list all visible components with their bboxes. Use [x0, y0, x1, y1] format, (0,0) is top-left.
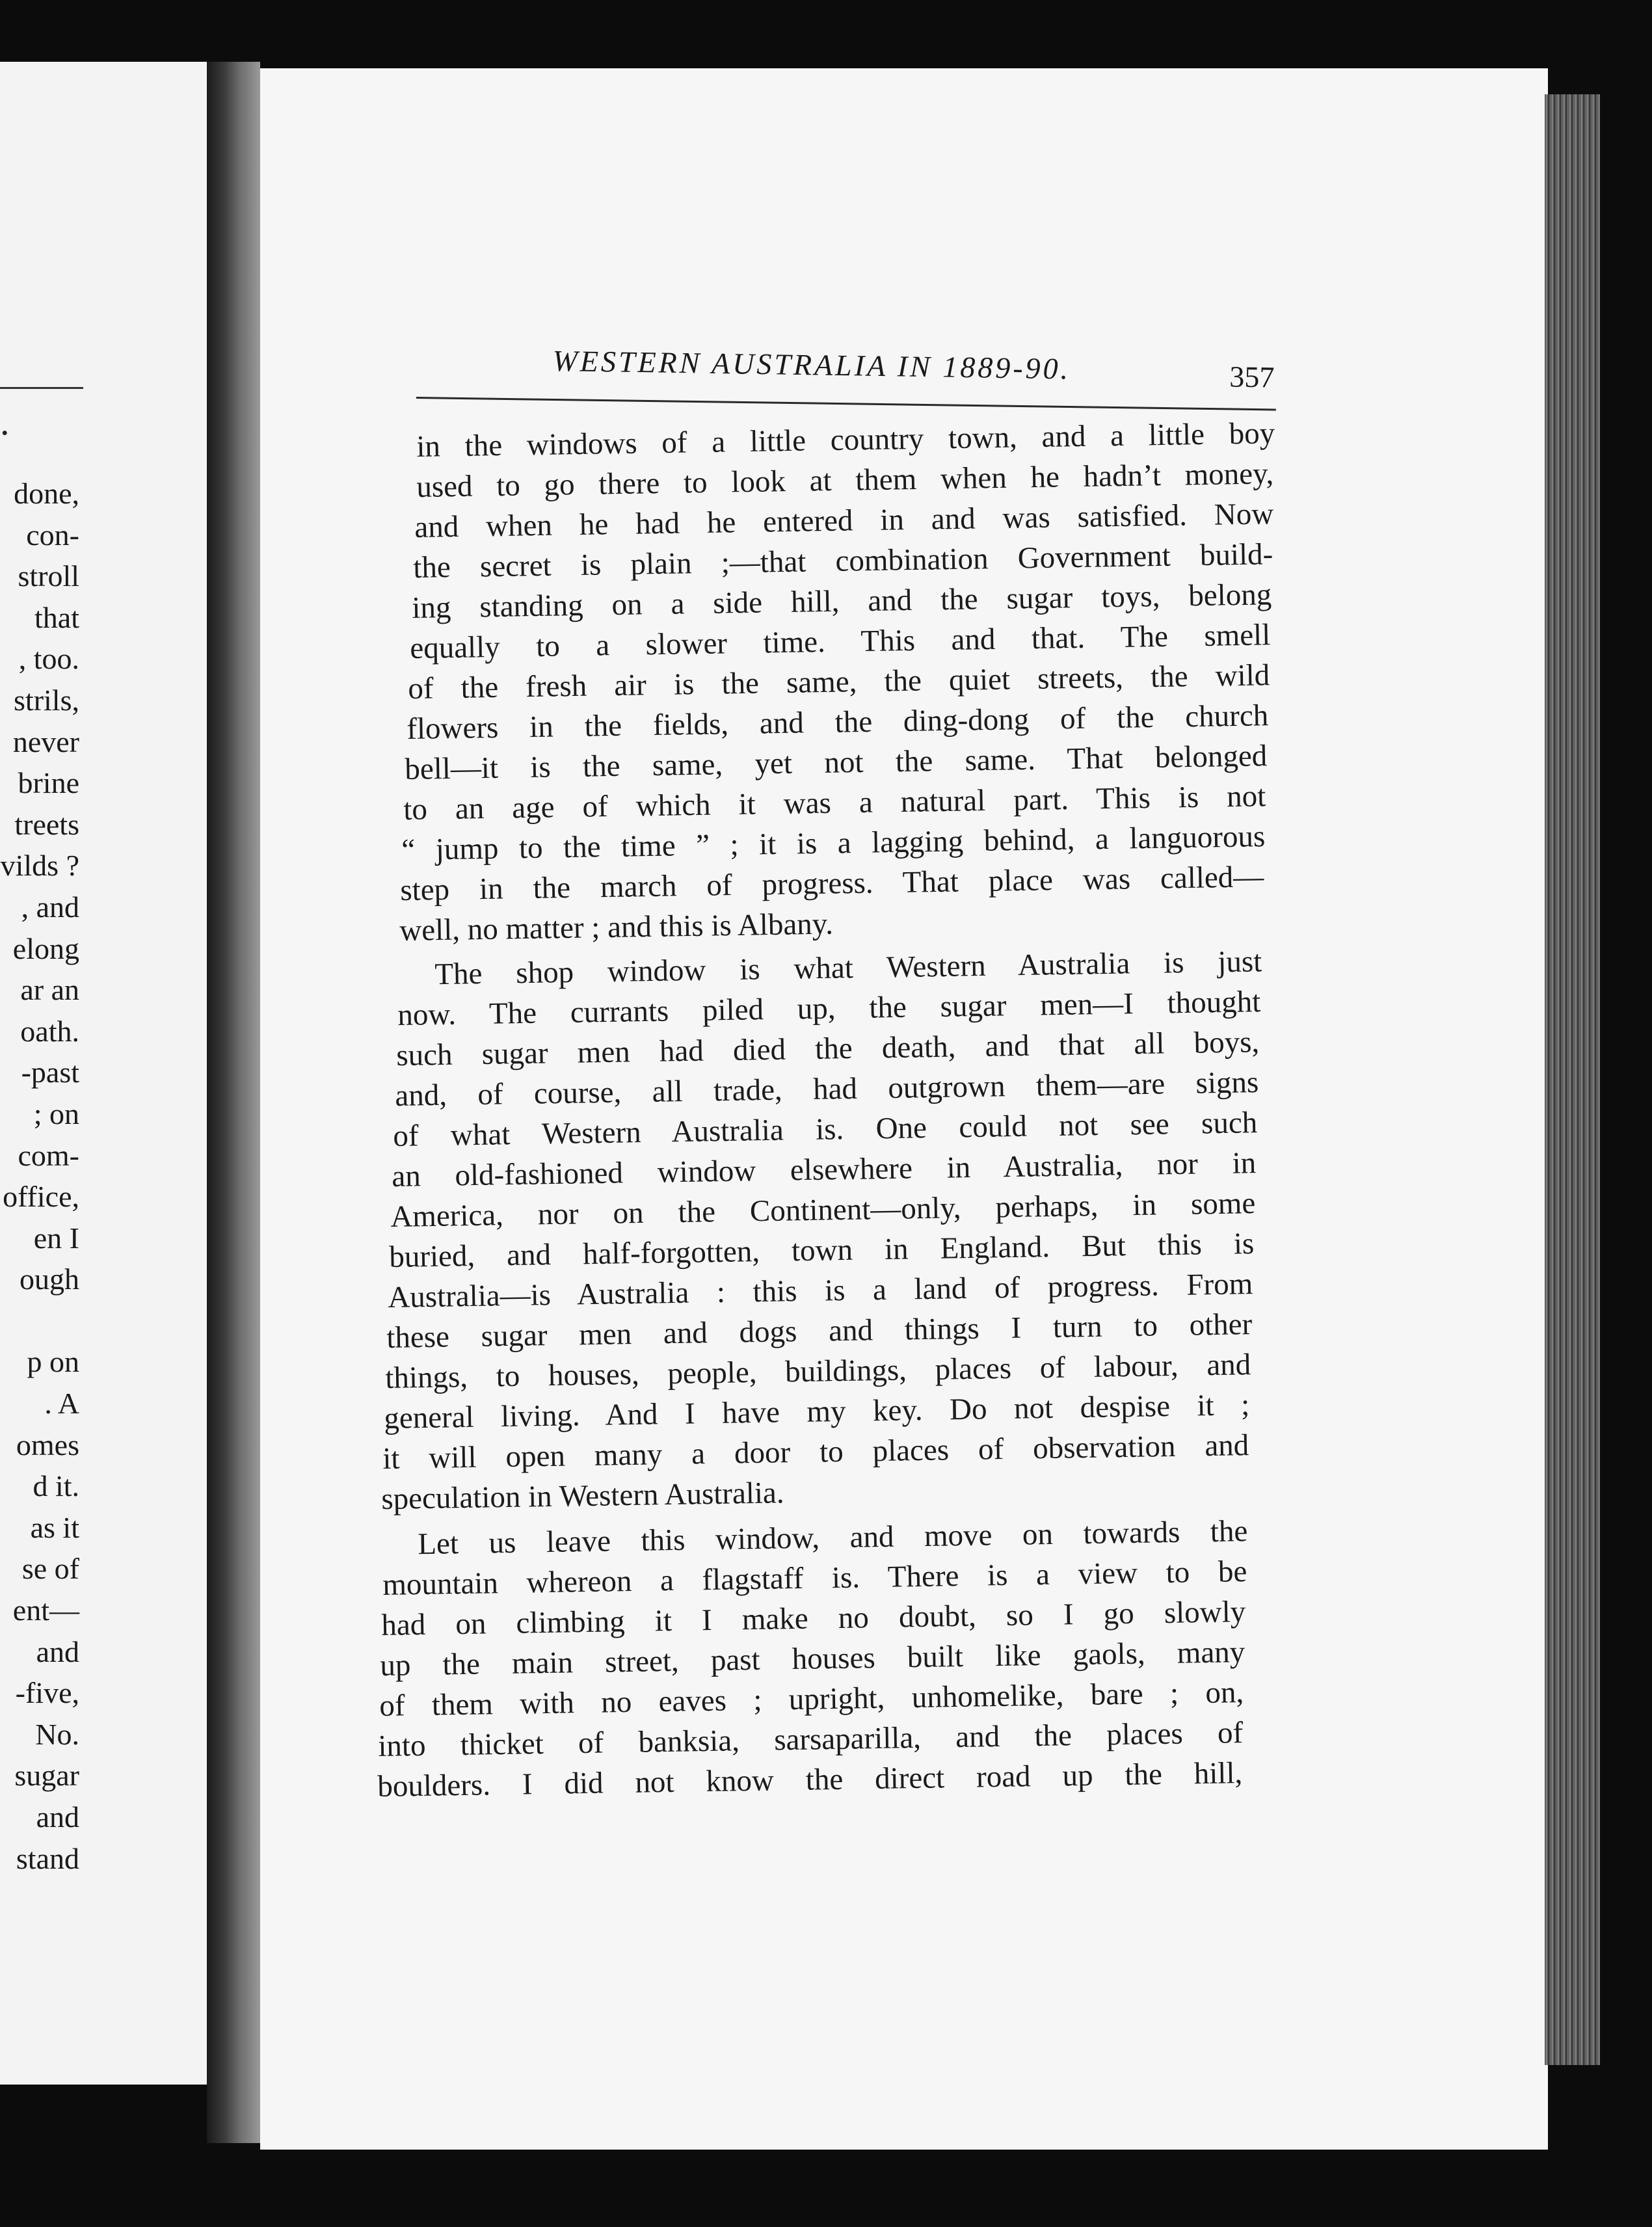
body-line: bell—it is the same, yet not the same. That belonged	[404, 739, 1268, 786]
left-page-fragment-line: ent—	[12, 1594, 79, 1627]
body-line: “ jump to the time ” ; it is a lagging behind, a languorous	[401, 820, 1266, 867]
left-page-fragment-line: com-	[18, 1138, 79, 1172]
body-line: of the fresh air is the same, the quiet streets, the wild	[407, 658, 1270, 706]
body-line: in the windows of a little country town, and a little boy	[416, 416, 1275, 464]
body-line: up the main street, past houses built like gaols, many	[379, 1635, 1246, 1683]
left-page-fragment-line: sugar	[14, 1759, 79, 1793]
body-line: general living. And I have my key. Do not despise it ;	[383, 1388, 1250, 1435]
left-page-fragment-line: that	[34, 600, 79, 634]
left-page-fragment-line: strils,	[14, 683, 79, 717]
left-page-fragment-line: -five,	[15, 1676, 79, 1710]
left-page-fragment	[0, 62, 207, 2085]
left-page-fragment-line: se of	[21, 1552, 79, 1586]
left-page-running-head-fragment: .	[0, 401, 10, 443]
body-line: step in the march of progress. That place was called—	[399, 860, 1264, 907]
left-page-fragment-line: , and	[21, 890, 79, 924]
body-line: speculation in Western Australia.	[380, 1476, 784, 1516]
body-line: to an age of which it was a natural part. This is not	[403, 779, 1266, 827]
body-line: equally to a slower time. This and that. The smell	[409, 618, 1271, 665]
left-page-fragment-line: oath.	[20, 1014, 79, 1048]
body-line: flowers in the fields, and the ding-dong of the church	[406, 699, 1269, 746]
body-line: Australia—is Australia : this is a land of progress. From	[387, 1267, 1253, 1314]
body-line: well, no matter ; and this is Albany.	[399, 907, 834, 948]
body-line: and when he had he entered in and was satisfied. Now	[414, 497, 1274, 544]
left-page-fragment-line: . A	[44, 1387, 79, 1420]
body-line: these sugar men and dogs and things I turn to other	[386, 1307, 1253, 1355]
body-line: and, of course, all trade, had outgrown them—are signs	[394, 1065, 1259, 1113]
left-page-fragment-line: stroll	[18, 559, 79, 593]
body-line: into thicket of banksia, sarsaparilla, and the places of	[377, 1716, 1244, 1763]
left-page-fragment-line: treets	[14, 807, 79, 841]
left-page-fragment-line: and	[36, 1634, 79, 1668]
body-line: of what Western Australia is. One could not see such	[392, 1106, 1258, 1153]
body-line: things, to houses, people, buildings, places of labour, and	[384, 1348, 1251, 1395]
left-page-head-rule	[0, 387, 83, 389]
body-line: The shop window is what Western Australia is just	[434, 944, 1262, 992]
body-line: had on climbing it I make no doubt, so I go slowly	[380, 1595, 1246, 1642]
body-line: boulders. I did not know the direct road up the hill,	[377, 1756, 1243, 1804]
body-line: the secret is plain ;—that combination Government build-	[412, 537, 1273, 585]
left-page-fragment-line: brine	[18, 766, 79, 800]
left-page-fragment-line: and	[36, 1800, 79, 1834]
left-page-fragment-line: omes	[16, 1428, 79, 1461]
body-line: ing standing on a side hill, and the sugar toys, belong	[411, 578, 1272, 625]
left-page-fragment-line: elong	[12, 931, 79, 965]
body-line: of them with no eaves ; upright, unhomelike, bare ; on,	[379, 1675, 1244, 1723]
left-page-fragment-line: never	[12, 725, 79, 758]
left-page-fragment-line: office,	[3, 1180, 79, 1214]
left-page-fragment-line: ough	[20, 1262, 79, 1296]
book-gutter	[207, 62, 260, 2143]
body-line: mountain whereon a flagstaff is. There is a view to be	[382, 1554, 1247, 1602]
page-edges	[1545, 94, 1600, 2065]
left-page-fragment-line: p on	[27, 1345, 79, 1379]
body-line: Let us leave this window, and move on towards the	[417, 1514, 1248, 1562]
left-page-fragment-line: d it.	[33, 1469, 79, 1503]
page-number: 357	[1229, 360, 1275, 394]
left-page-fragment-line: done,	[14, 477, 79, 510]
left-page-fragment-line: No.	[35, 1717, 79, 1751]
body-line: used to go there to look at them when he hadn’t money,	[416, 457, 1274, 504]
left-page-fragment-line: en I	[33, 1221, 79, 1255]
left-page-fragment-line: ; on	[33, 1097, 79, 1130]
body-line: an old-fashioned window elsewhere in Australia, nor in	[391, 1146, 1257, 1194]
left-page-fragment-line: vilds ?	[0, 849, 79, 883]
running-head-title: WESTERN AUSTRALIA IN 1889-90.	[552, 343, 1071, 386]
left-page-fragment-line: as it	[30, 1510, 79, 1544]
left-page-fragment-line: con-	[26, 518, 79, 552]
left-page-fragment-line: stand	[16, 1841, 79, 1875]
left-page-fragment-line: ar an	[20, 973, 79, 1007]
body-line: such sugar men had died the death, and that all boys,	[395, 1025, 1260, 1073]
left-page-line-endings	[1, 473, 79, 1879]
left-page-fragment-line	[1, 1300, 79, 1342]
left-page-fragment-line: , too.	[18, 642, 79, 676]
left-page-fragment-line: -past	[21, 1056, 79, 1089]
body-line: now. The currants piled up, the sugar men—I thought	[397, 985, 1261, 1032]
body-line: it will open many a door to places of observation and	[382, 1428, 1249, 1476]
body-line: America, nor on the Continent—only, perhaps, in some	[390, 1186, 1256, 1234]
body-line: buried, and half-forgotten, town in England. But this is	[388, 1227, 1255, 1274]
